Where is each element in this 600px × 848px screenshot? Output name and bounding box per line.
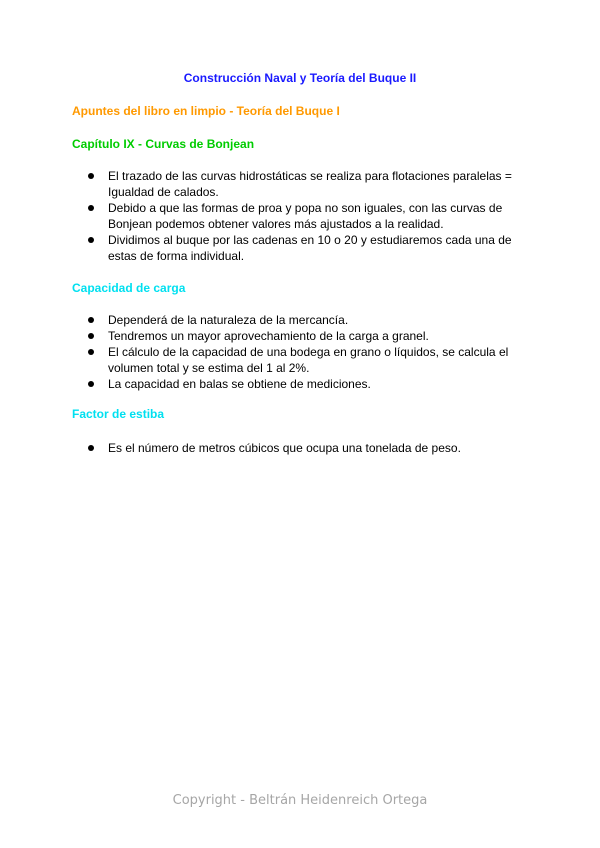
bullet-icon (88, 173, 94, 179)
copyright-footer: Copyright - Beltrán Heidenreich Ortega (172, 793, 428, 808)
list-item-text: Debido a que las formas de proa y popa no son iguales, con las curvas de Bonjean podemos obtener valores más ajustados a la realidad. (108, 201, 503, 231)
list-item (72, 168, 528, 200)
list-item-text: Tendremos un mayor aprovechamiento de la carga a granel. (108, 329, 429, 343)
list-item (72, 232, 528, 264)
document-title: Construcción Naval y Teoría del Buque II (183, 71, 417, 85)
list-item (72, 328, 528, 344)
chapter-bullet-list (72, 168, 528, 264)
bullet-icon (88, 349, 94, 355)
bullet-icon (88, 237, 94, 243)
list-item-text: Dividimos al buque por las cadenas en 10 o 20 y estudiaremos cada una de estas de forma individual. (108, 233, 512, 263)
list-item-text: El cálculo de la capacidad de una bodega en grano o líquidos, se calcula el volumen total y se estima del 1 al 2%. (108, 345, 509, 375)
bullet-icon (88, 317, 94, 323)
list-item (72, 200, 528, 232)
stowage-heading: Factor de estiba (72, 407, 165, 421)
list-item-text: La capacidad en balas se obtiene de mediciones. (108, 377, 371, 391)
capacity-bullet-list (72, 312, 528, 392)
bullet-icon (88, 205, 94, 211)
list-item-text: Dependerá de la naturaleza de la mercancía. (108, 313, 349, 327)
list-item-text: Es el número de metros cúbicos que ocupa una tonelada de peso. (108, 441, 461, 455)
list-item (72, 312, 528, 328)
bullet-icon (88, 381, 94, 387)
document-subtitle: Apuntes del libro en limpio - Teoría del Buque I (72, 104, 340, 118)
bullet-icon (88, 445, 94, 451)
list-item (72, 376, 528, 392)
stowage-bullet-list (72, 440, 528, 456)
list-item-text: El trazado de las curvas hidrostáticas se realiza para flotaciones paralelas = Igualdad de calados. (108, 169, 512, 199)
capacity-heading: Capacidad de carga (72, 281, 186, 295)
chapter-heading: Capítulo IX - Curvas de Bonjean (72, 137, 255, 151)
list-item (72, 344, 528, 376)
list-item (72, 440, 528, 456)
bullet-icon (88, 333, 94, 339)
